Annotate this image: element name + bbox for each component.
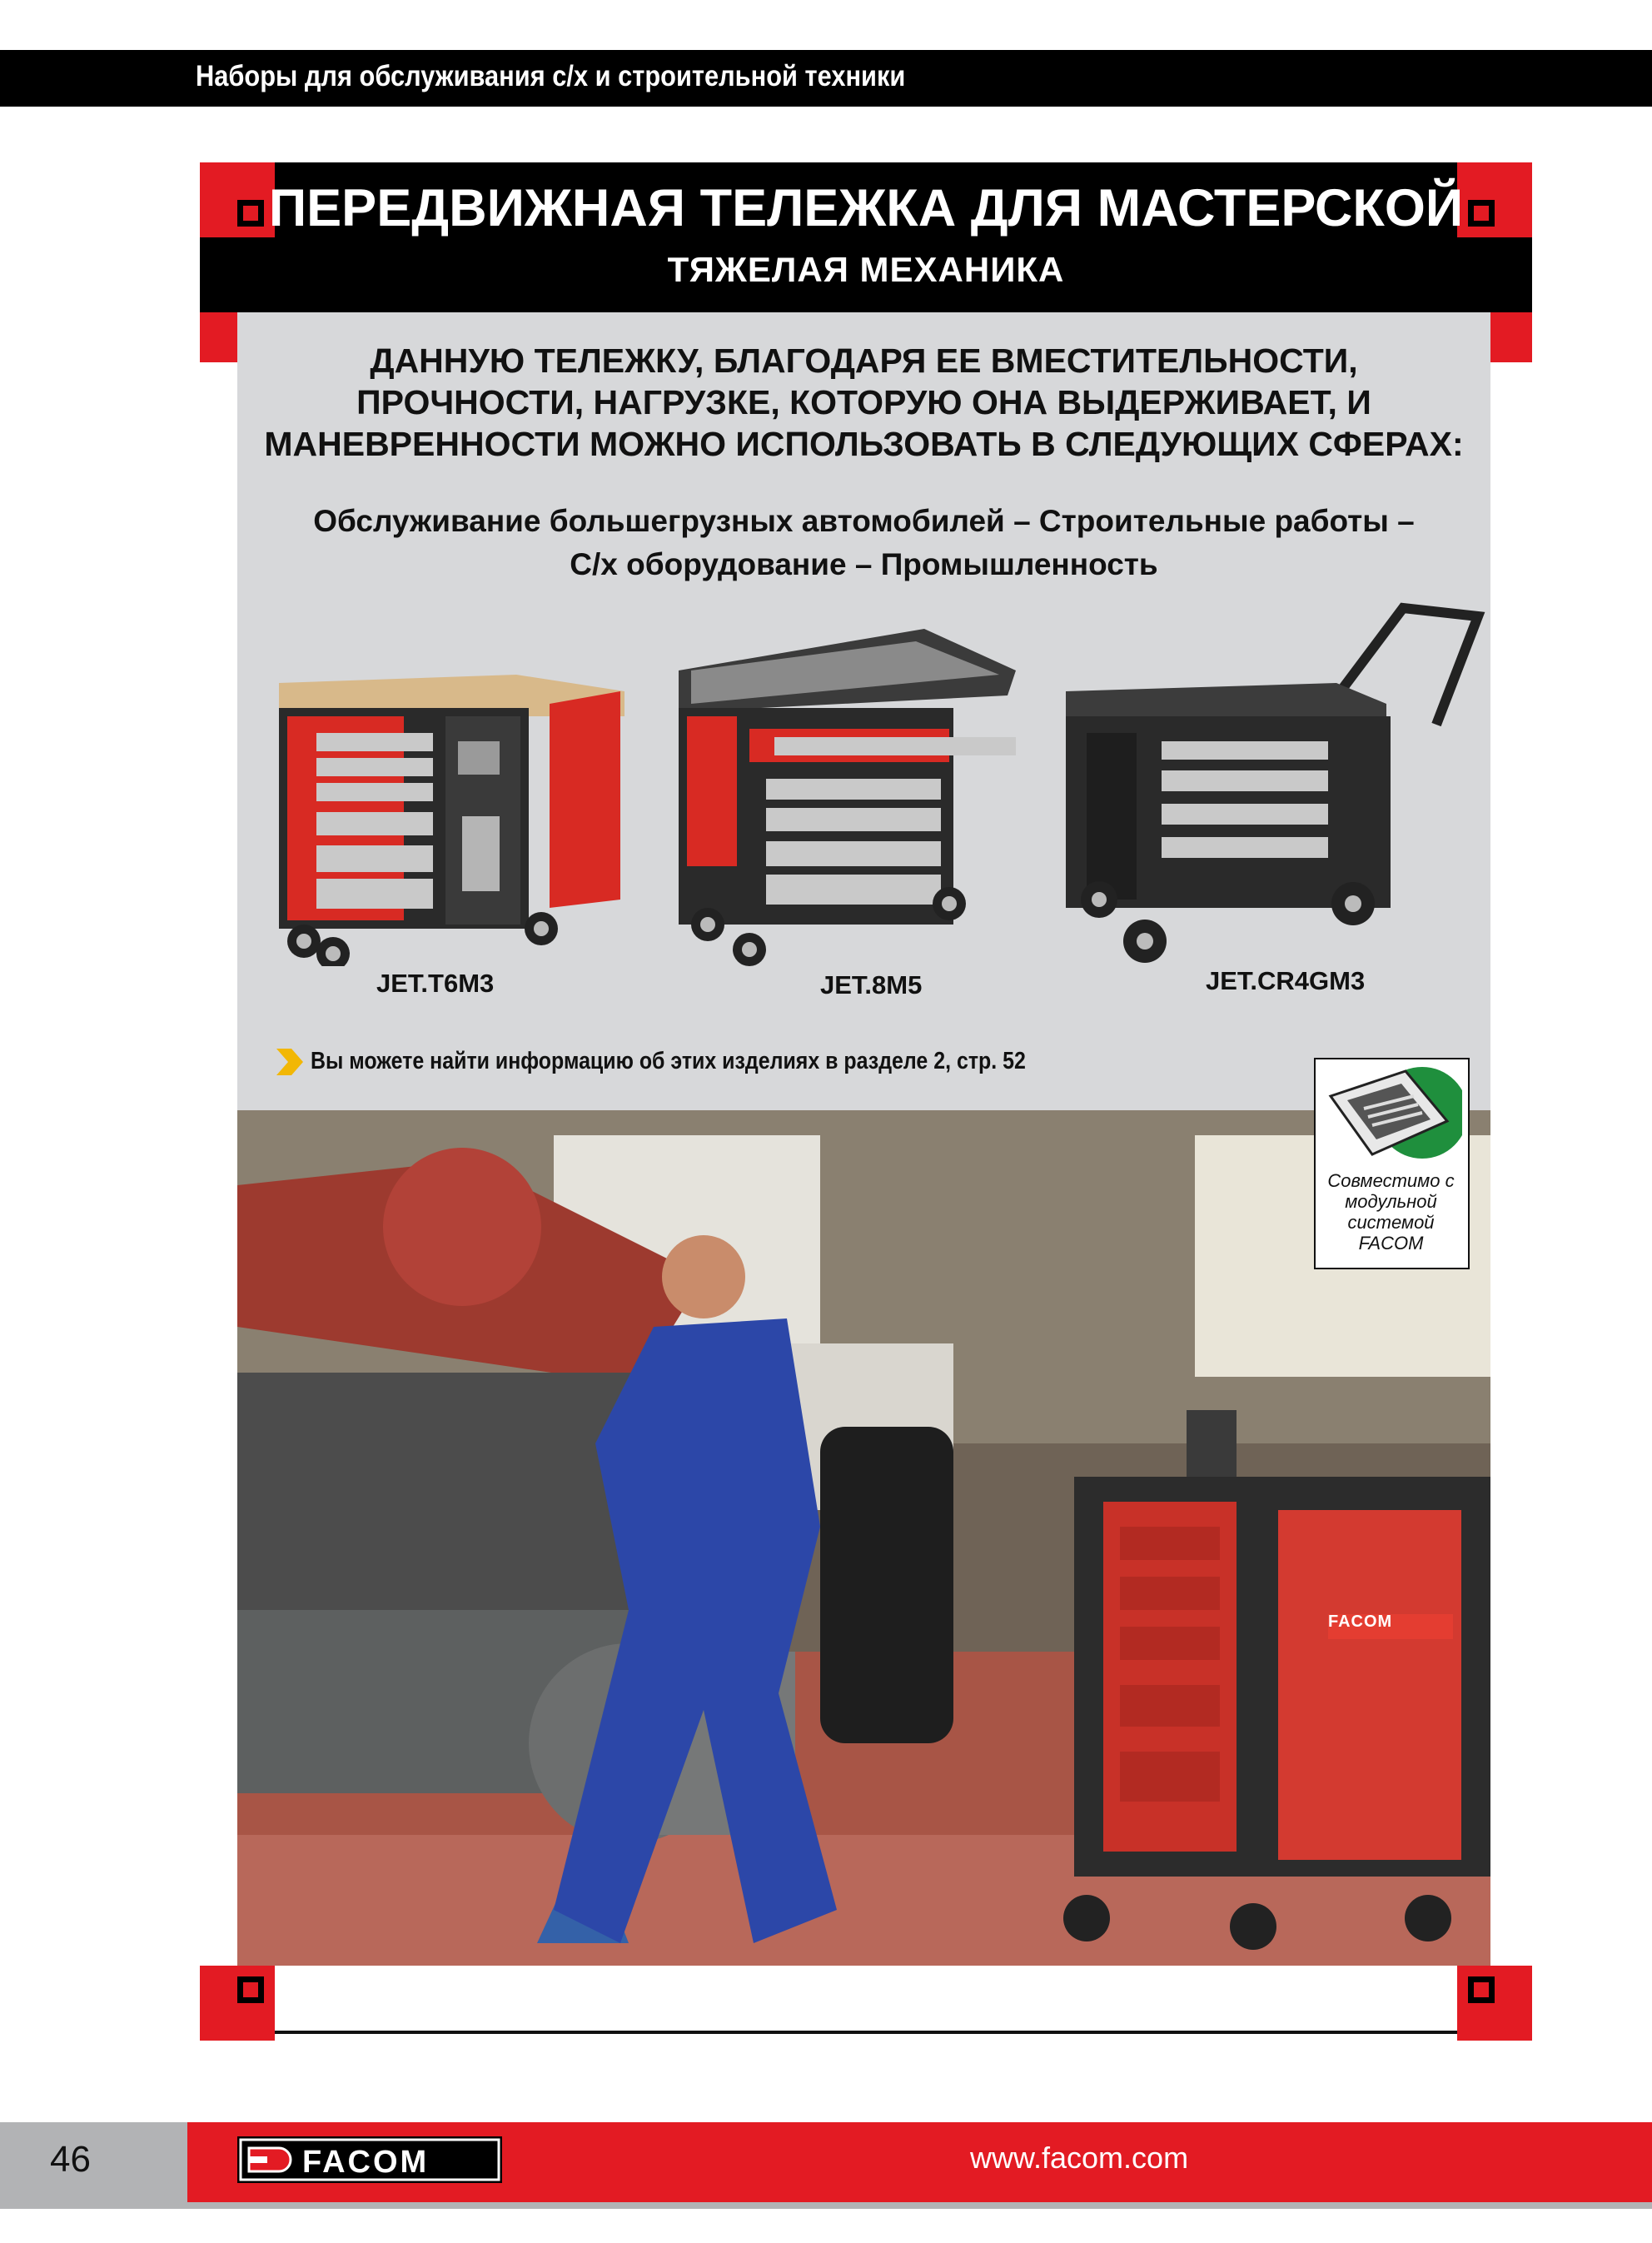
frame-bottom-line (275, 2031, 1457, 2034)
frame-bottom-strip (275, 1966, 1457, 2034)
page-title: ПЕРЕДВИЖНАЯ ТЕЛЕЖКА ДЛЯ МАСТЕРСКОЙ (268, 179, 1464, 237)
badge-line: FACOM (1358, 1233, 1424, 1254)
product-image-jet-cr4gm3 (1062, 600, 1486, 970)
footer-bottom-line (0, 2202, 1652, 2209)
page-number: 46 (50, 2139, 91, 2180)
product-label: JET.8M5 (820, 970, 923, 999)
page-subtitle: ТЯЖЕЛАЯ МЕХАНИКА (667, 250, 1065, 289)
facom-logo (237, 2136, 502, 2183)
info-note: Вы можете найти информацию об этих изделиях в разделе 2, стр. 52 (311, 1048, 1026, 1074)
badge-line: Совместимо с (1327, 1170, 1455, 1191)
badge-line: системой (1347, 1212, 1435, 1233)
badge-line: модульной (1345, 1191, 1437, 1212)
modular-system-badge-text (1316, 1170, 1466, 1254)
usage-heading (237, 340, 1490, 465)
footer-page-tab (0, 2122, 187, 2202)
usage-areas (237, 500, 1490, 586)
usage-areas-line: С/х оборудование – Промышленность (570, 547, 1158, 581)
workshop-photo (237, 1110, 1490, 1966)
cabinet-brand-label: FACOM (1328, 1612, 1393, 1631)
product-label: JET.T6M3 (376, 969, 495, 998)
footer-page-tab-wedge (162, 2122, 216, 2202)
usage-heading-line: МАНЕВРЕННОСТИ МОЖНО ИСПОЛЬЗОВАТЬ В СЛЕДУЮЩИХ СФЕРАХ: (264, 425, 1464, 463)
product-image-jet-8m5 (674, 621, 1041, 970)
frame-strip-right (1490, 312, 1532, 362)
footer-url[interactable]: www.facom.com (970, 2141, 1189, 2175)
frame-corner-bottom-right (1457, 1966, 1532, 2041)
product-label: JET.CR4GM3 (1206, 966, 1366, 995)
modular-tray-icon (1322, 1063, 1462, 1171)
usage-heading-line: ДАННУЮ ТЕЛЕЖКУ, БЛАГОДАРЯ ЕЕ ВМЕСТИТЕЛЬНОСТИ, (370, 341, 1358, 380)
arrow-right-icon (273, 1045, 306, 1079)
usage-heading-line: ПРОЧНОСТИ, НАГРУЗКЕ, КОТОРУЮ ОНА ВЫДЕРЖИВАЕТ, И (356, 383, 1371, 421)
product-image-jet-t6m3 (266, 658, 633, 966)
frame-strip-left (200, 312, 237, 362)
section-header-title: Наборы для обслуживания с/х и строительной техники (196, 60, 906, 92)
usage-areas-line: Обслуживание большегрузных автомобилей – Строительные работы – (313, 504, 1415, 538)
frame-corner-bottom-left (200, 1966, 275, 2041)
facom-logo-text: FACOM (302, 2145, 430, 2180)
